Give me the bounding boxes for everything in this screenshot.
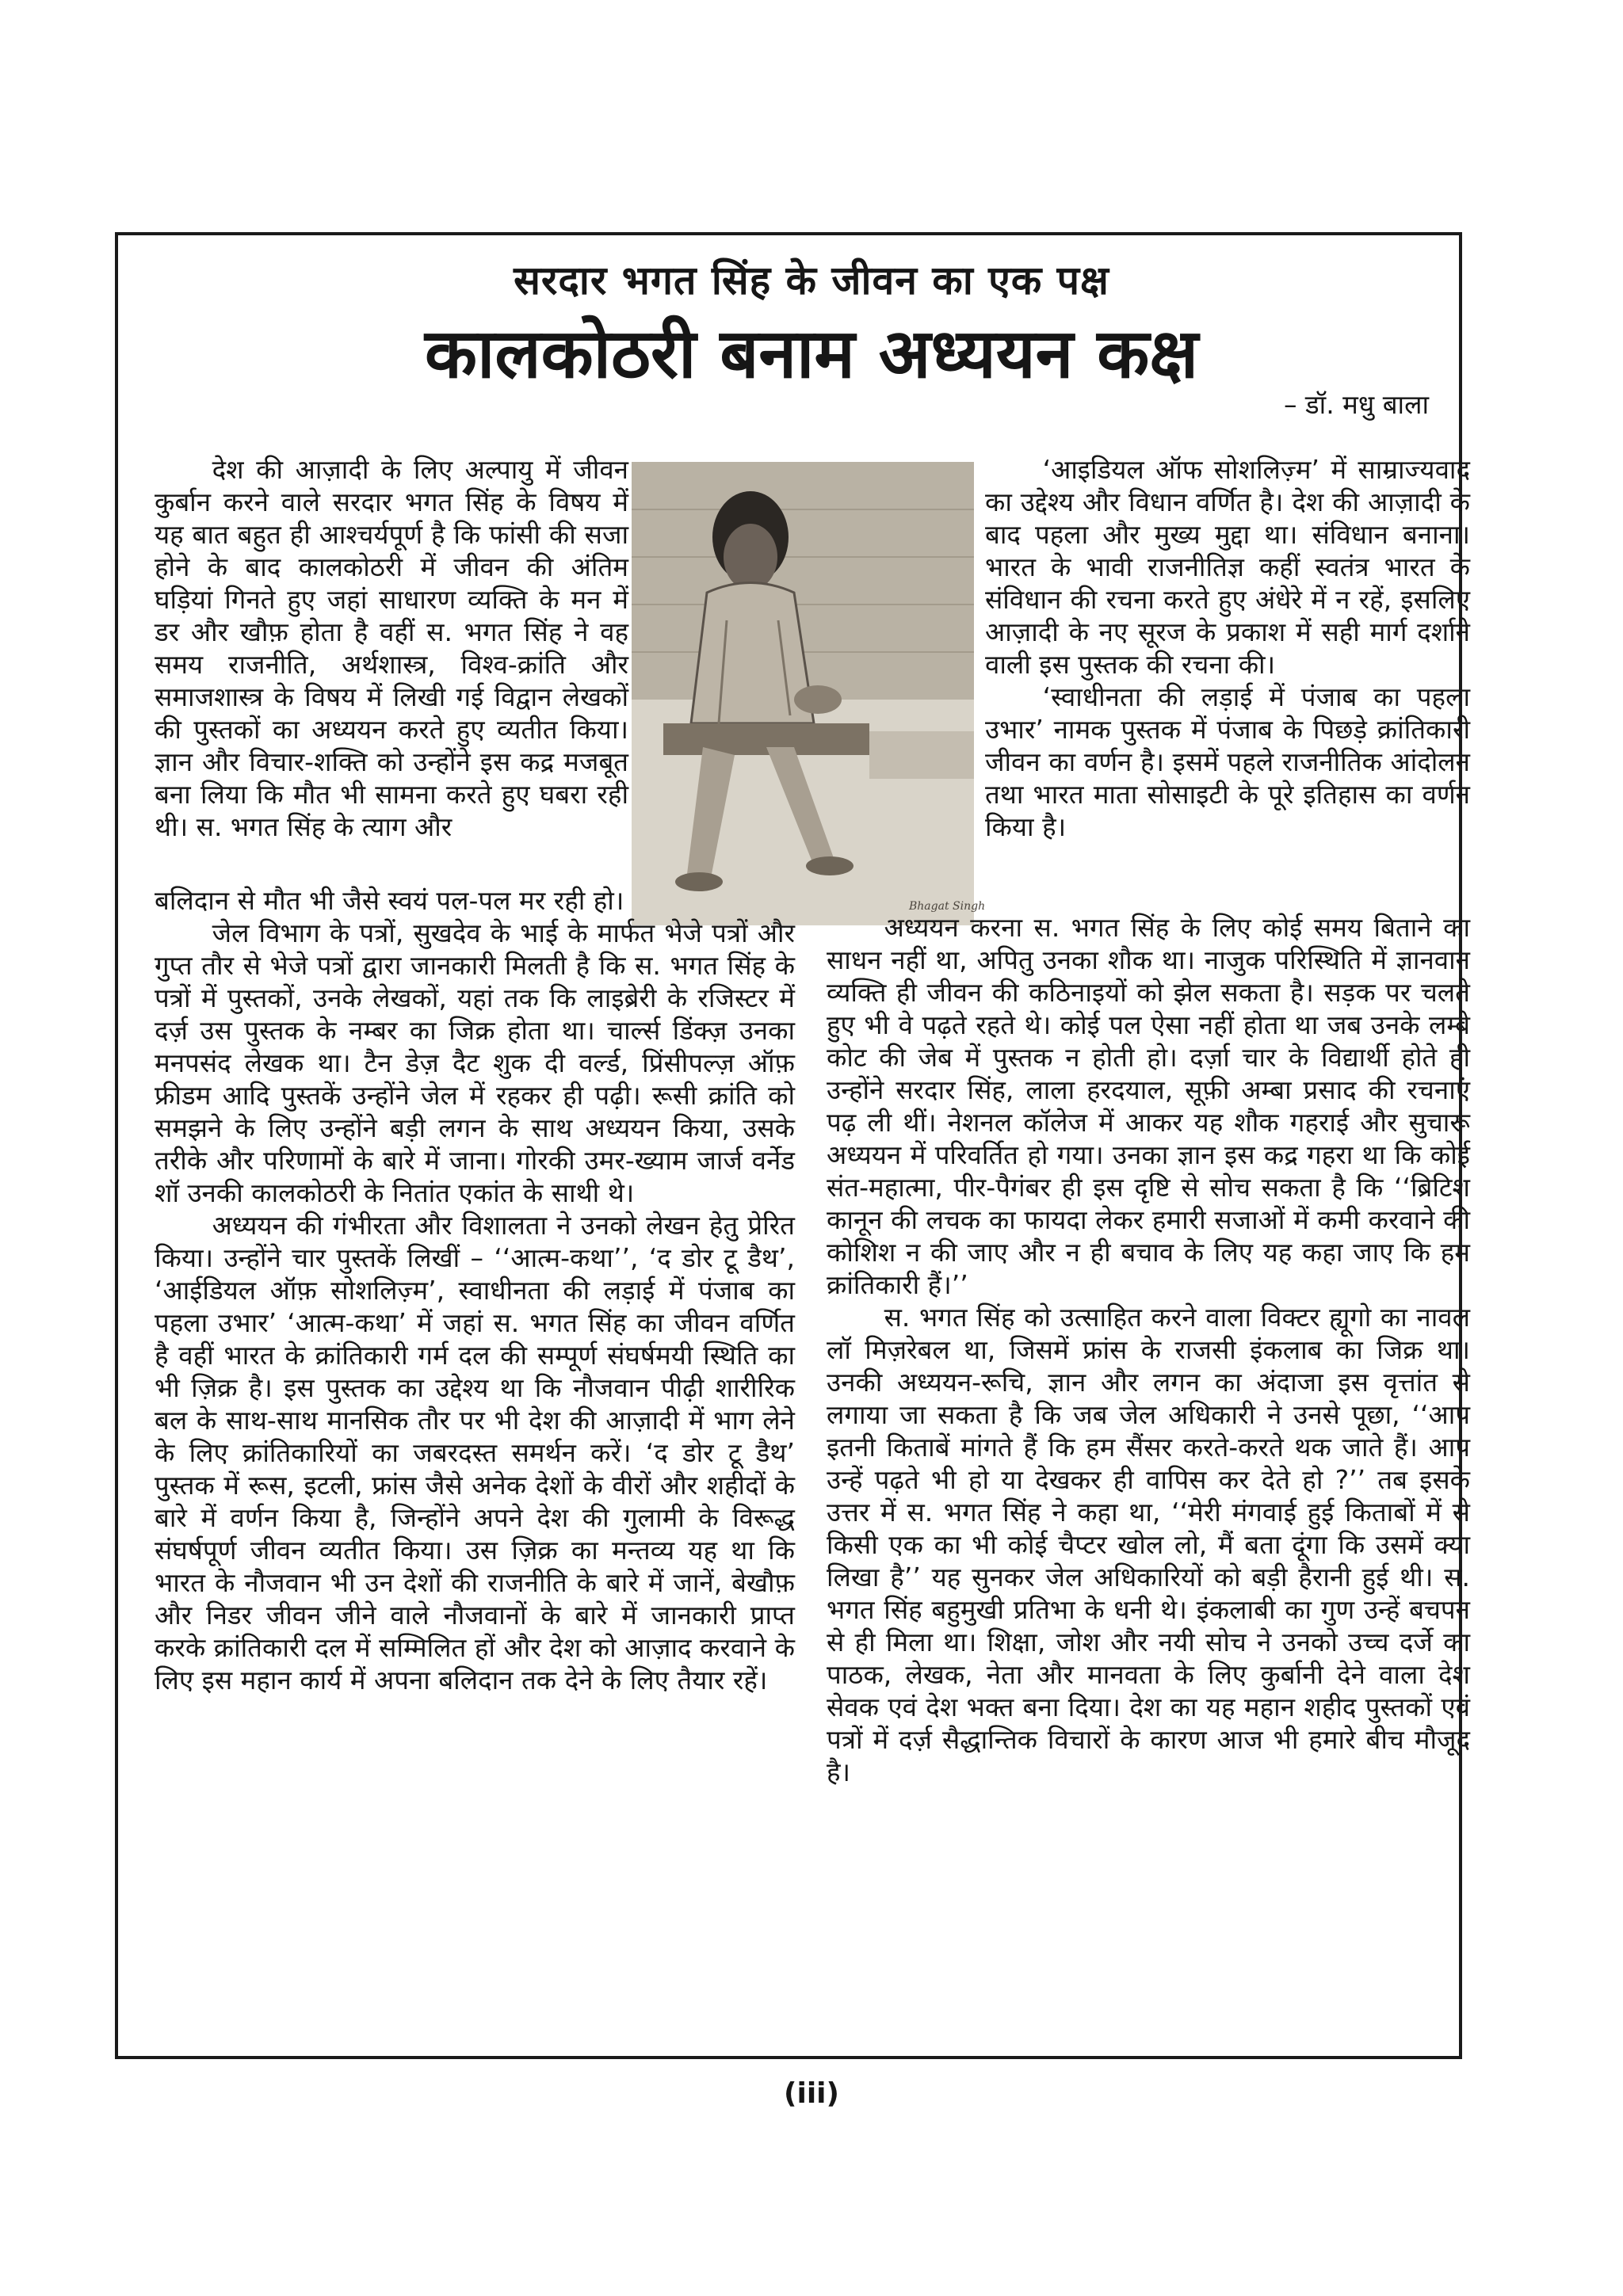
paragraph: स. भगत सिंह को उत्साहित करने वाला विक्टर ह्यूगो का नावल लॉ मिज़रेबल था, जिसमें फ्रांस के राजसी इंकलाब का जिक्र था। उनकी अध्ययन-रूचि, ज्ञान और लगन का अंदाजा इस वृत्तांत से लगाया जा सकता है कि जब जेल अधिकारी ने उनसे पूछा, ‘‘आप इतनी किताबें मांगते हैं कि हम सैंसर करते-करते थक जाते हैं। आप उन्हें पढ़ते भी हो या देखकर ही वापिस कर देते हो ?’’ तब इसके उत्तर में स. भगत सिंह ने कहा था, ‘‘मेरी मंगवाई हुई किताबों में से किसी एक का भी कोई चैप्टर खोल लो, मैं बता दूंगा कि उसमें क्या लिखा है’’ यह सुनकर जेल अधिकारियों को बड़ी हैरानी हुई थी। स. भगत सिंह बहुमुखी प्रतिभा के धनी थे। इंकलाबी का गुण उन्हें बचपन से ही मिला था। शिक्षा, जोश और नयी सोच ने उनको उच्च दर्जे का पाठक, लेखक, नेता और मानवता के लिए कुर्बानी देने वाला देश सेवक एवं देश भक्त बना दिया। देश का यह महान शहीद पुस्तकों एवं पत्रों में दर्ज़ सैद्धान्तिक विचारों के कारण आज भी हमारे बीच मौजूद है।: [827, 1302, 1470, 1787]
bhagat-singh-photo: [632, 462, 986, 925]
article-kicker: सरदार भगत सिंह के जीवन का एक पक्ष: [514, 257, 1109, 303]
column-left-top: [155, 453, 628, 883]
author-byline: – डॉ. मधु बाला: [1284, 389, 1430, 420]
page-number: (iii): [784, 2077, 839, 2110]
column-right-top: [985, 453, 1470, 942]
paragraph: अध्ययन करना स. भगत सिंह के लिए कोई समय बिताने का साधन नहीं था, अपितु उनका शौक था। नाजुक परिस्थिति में ज्ञानवान व्यक्ति ही जीवन की कठिनाइयों को झेल सकता है। सड़क पर चलते हुए भी वे पढ़ते रहते थे। कोई पल ऐसा नहीं होता था जब उनके लम्बे कोट की जेब में पुस्तक न होती हो। दर्ज़ा चार के विद्यार्थी होते ही उन्होंने सरदार सिंह, लाला हरदयाल, सूफ़ी अम्बा प्रसाद की रचनाएं पढ़ ली थीं। नेशनल कॉलेज में आकर यह शौक गहराई और सुचारू अध्ययन में परिवर्तित हो गया। उनका ज्ञान इस कद्र गहरा था कि कोई संत-महात्मा, पीर-पैगंबर ही इस दृष्टि से सोच सकता है कि ‘‘ब्रिटिश कानून की लचक का फायदा लेकर हमारी सजाओं में कमी करवाने की कोशिश न की जाए और न ही बचाव के लिए यह कहा जाए कि हम क्रांतिकारी हैं।’’: [827, 912, 1470, 1300]
paragraph: ‘स्वाधीनता की लड़ाई में पंजाब का पहला उभार’ नामक पुस्तक में पंजाब के पिछड़े क्रांतिकारी जीवन का वर्णन है। इसमें पहले राजनीतिक आंदोलन तथा भारत माता सोसाइटी के पूरे इतिहास का वर्णन किया है।: [985, 681, 1470, 842]
paragraph: जेल विभाग के पत्रों, सुखदेव के भाई के मार्फत भेजे पत्रों और गुप्त तौर से भेजे पत्रों द्वारा जानकारी मिलती है कि स. भगत सिंह के पत्रों में पुस्तकों, उनके लेखकों, यहां तक कि लाइब्रेरी के रजिस्टर में दर्ज़ उस पुस्तक के नम्बर का जिक्र होता था। चार्ल्स डिंक्ज़ उनका मनपसंद लेखक था। टैन डेज़ दैट शुक दी वर्ल्ड, प्रिंसीपल्ज़ ऑफ़ फ्रीडम आदि पुस्तकें उन्होंने जेल में रहकर ही पढ़ी। रूसी क्रांति को समझने के लिए उन्होंने बड़ी लगन के साथ अध्ययन किया, उसके तरीके और परिणामों के बारे में जाना। गोरकी उमर-ख्याम जार्ज वर्नेड शॉ उनकी कालकोठरी के नितांत एकांत के साथी थे।: [155, 917, 795, 1208]
paragraph: ‘आइडियल ऑफ सोशलिज़्म’ में साम्राज्यवाद का उद्देश्य और विधान वर्णित है। देश की आज़ादी के बाद पहला और मुख्य मुद्दा था। संविधान बनाना। भारत के भावी राजनीतिज्ञ कहीं स्वतंत्र भारत के संविधान की रचना करते हुए अंधेरे में न रहें, इसलिए आज़ादी के नए सूरज के प्रकाश में सही मार्ग दर्शाने वाली इस पुस्तक की रचना की।: [985, 454, 1470, 680]
column-left-bottom: [155, 884, 795, 2038]
article-headline: कालकोठरी बनाम अध्ययन कक्ष: [425, 315, 1198, 394]
column-right-bottom: [827, 911, 1470, 2036]
paragraph: बलिदान से मौत भी जैसे स्वयं पल-पल मर रही हो।: [155, 885, 624, 916]
paragraph: देश की आज़ादी के लिए अल्पायु में जीवन कुर्बान करने वाले सरदार भगत सिंह के विषय में यह बात बहुत ही आश्चर्यपूर्ण है कि फांसी की सजा होने के बाद कालकोठरी में जीवन की अंतिम घड़ियां गिनते हुए जहां साधारण व्यक्ति के मन में डर और खौफ़ होता है वहीं स. भगत सिंह ने वह समय राजनीति, अर्थशास्त्र, विश्व-क्रांति और समाजशास्त्र के विषय में लिखी गई विद्वान लेखकों की पुस्तकों का अध्ययन करते हुए व्यतीत किया। ज्ञान और विचार-शक्ति को उन्होंने इस कद्र मजबूत बना लिया कि मौत भी सामना करते हुए घबरा रही थी। स. भगत सिंह के त्याग और: [155, 454, 628, 842]
paragraph: अध्ययन की गंभीरता और विशालता ने उनको लेखन हेतु प्रेरित किया। उन्होंने चार पुस्तकें लिखीं – ‘‘आत्म-कथा’’, ‘द डोर टू डैथ’, ‘आईडियल ऑफ़ सोशलिज़्म’, स्वाधीनता की लड़ाई में पंजाब का पहला उभार’ ‘आत्म-कथा’ में जहां स. भगत सिंह का जीवन वर्णित है वहीं भारत के क्रांतिकारी गर्म दल की सम्पूर्ण संघर्षमयी स्थिति का भी ज़िक्र है। इस पुस्तक का उद्देश्य था कि नौजवान पीढ़ी शारीरिक बल के साथ-साथ मानसिक तौर पर भी देश की आज़ादी में भाग लेने के लिए क्रांतिकारियों का जबरदस्त समर्थन करें। ‘द डोर टू डैथ’ पुस्तक में रूस, इटली, फ्रांस जैसे अनेक देशों के वीरों और शहीदों के बारे में वर्णन किया है, जिन्होंने अपने देश की गुलामी के विरूद्ध संघर्षपूर्ण जीवन व्यतीत किया। उस ज़िक्र का मन्तव्य यह था कि भारत के नौजवान भी उन देशों की राजनीति के बारे में जानें, बेखौफ़ और निडर जीवन जीने वाले नौजवानों के बारे में जानकारी प्राप्त करके क्रांतिकारी दल में सम्मिलित हों और देश को आज़ाद करवाने के लिए इस महान कार्य में अपना बलिदान तक देने के लिए तैयार रहें।: [155, 1210, 795, 1695]
photo-signature: Bhagat Singh: [909, 900, 986, 913]
